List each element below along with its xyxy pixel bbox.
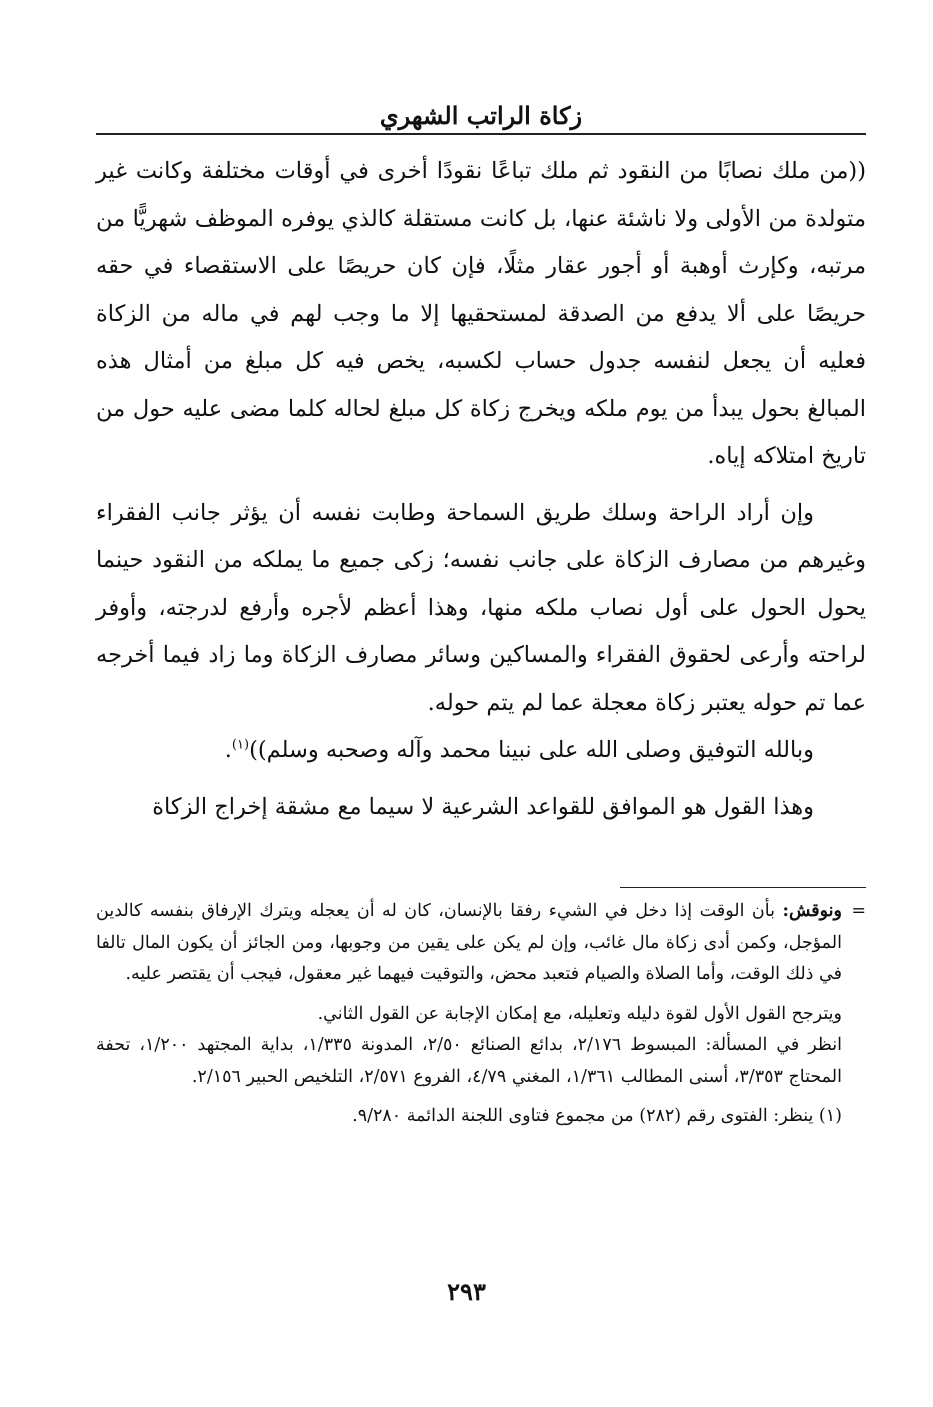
closing-prayer: وبالله التوفيق وصلى الله على نبينا محمد وآله وصحبه وسلم))	[249, 737, 814, 763]
objection-text: بأن الوقت إذا دخل في الشيء رفقا بالإنسان، كان له أن يعجله ويترك الإرفاق بنفسه كالدين المؤجل، وكمن أدى زكاة مال غائب، وإن لم يكن على يقين من وجوبها، ومن الجائز أن يكون المال تالفا في ذلك الوقت، وأما الصلاة والصيام فتعبد محض، والتوقيت فيهما غير معقول، فيجب أن يقتصر عليه.	[96, 901, 842, 984]
footnote-preference: ويترجح القول الأول لقوة دليله وتعليله، مع إمكان الإجابة عن القول الثاني.	[317, 1003, 842, 1024]
footnote-continuation	[96, 896, 866, 991]
running-header: زكاة الراتب الشهري	[379, 101, 583, 130]
footnote-1: (١) ينظر: الفتوى رقم (٢٨٢) من مجموع فتاوى اللجنة الدائمة ٩/٢٨٠.	[352, 1106, 842, 1126]
body-paragraph-quote: ((من ملك نصابًا من النقود ثم ملك تباعًا نقودًا أخرى في أوقات مختلفة وكانت غير متولدة من الأولى ولا ناشئة عنها، بل كانت مستقلة كالذي يوفره الموظف شهريًّا من مرتبه، وكإرث أوهبة أو أجور عقار مثلًا، فإن كان حريصًا على الاستقصاء في حقه حريصًا على ألا يدفع من الصدقة لمستحقيها إلا ما وجب لهم في ماله من الزكاة فعليه أن يجعل لنفسه جدول حساب لكسبه، يخص فيه كل مبلغ من أمثال هذه المبالغ بحول يبدأ من يوم ملكه ويخرج زكاة كل مبلغ لحاله كلما مضى عليه حول من تاريخ امتلاكه إياه.	[96, 158, 866, 469]
header-rule	[96, 133, 866, 135]
body-paragraph-2: وإن أراد الراحة وسلك طريق السماحة وطابت نفسه أن يؤثر جانب الفقراء وغيرهم من مصارف الزكاة على جانب نفسه؛ زكى جميع ما يملكه من النقود حينما يحول الحول على أول نصاب ملكه منها، وهذا أعظم لأجره وأرفع لدرجته، وأوفر لراحته وأرعى لحقوق الفقراء والمساكين وسائر مصارف الزكاة وما زاد فيما أخرجه عما تم حوله يعتبر زكاة معجلة عما لم يتم حوله.	[96, 499, 866, 716]
footnote-ref-1[interactable]: (١)	[231, 737, 250, 753]
footnote-rule	[620, 887, 866, 888]
objection-label: ونوقش:	[782, 901, 842, 921]
body-paragraph-4: وهذا القول هو الموافق للقواعد الشرعية لا سيما مع مشقة إخراج الزكاة	[152, 793, 814, 820]
continuation-mark: =	[851, 901, 866, 921]
body-paragraph-3	[96, 727, 866, 775]
main-text	[96, 148, 866, 831]
closing-period: .	[224, 737, 232, 763]
page-number: ٢٩٣	[447, 1277, 486, 1306]
footnote-references: انظر في المسألة: المبسوط ٢/١٧٦، بدائع الصنائع ٢/٥٠، المدونة ١/٣٣٥، بداية المجتهد ١/٢٠٠، تحفة المحتاج ٣/٣٥٣، أسنى المطالب ١/٣٦١، المغني ٤/٧٩، الفروع ٢/٥٧١، التلخيص الحبير ٢/١٥٦.	[96, 1035, 843, 1087]
footnotes-section	[96, 896, 866, 1133]
